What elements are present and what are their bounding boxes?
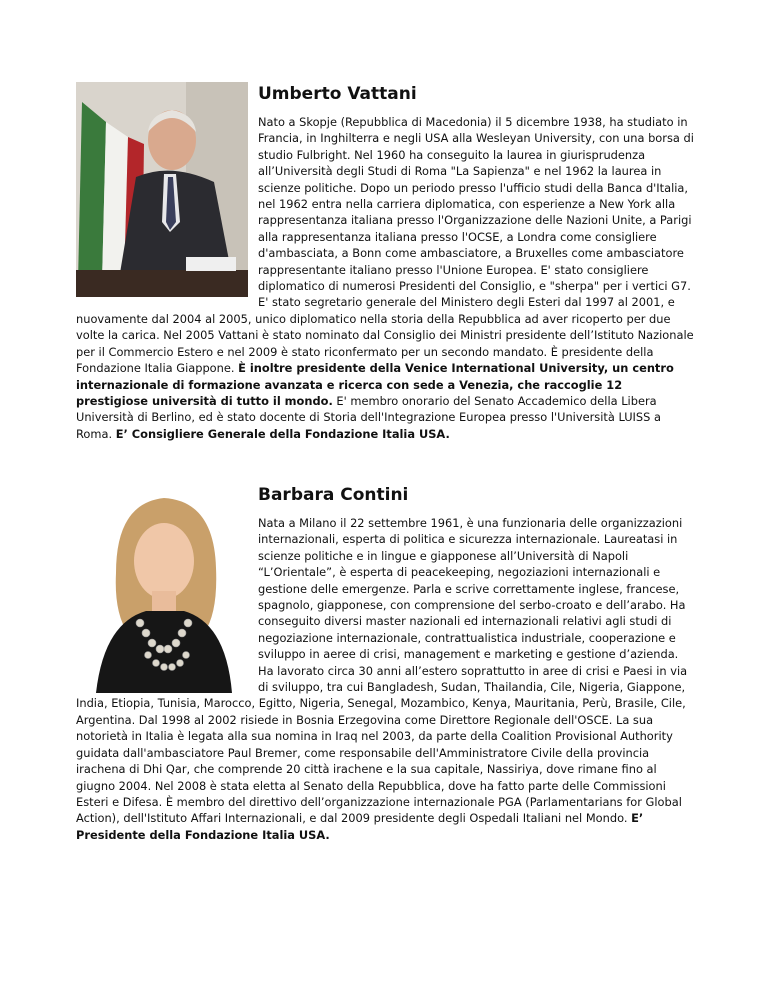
bio-bold-part: È inoltre presidente della Venice International University, un centro internazionale di formazione avanzata e ricerca con sede a Venezia, che raccoglie 12 prestigiose università di tutto il mondo. — [76, 361, 674, 408]
bio-bold-part: E’ Presidente della Fondazione Italia USA. — [76, 811, 644, 842]
bio-text-part: Nata a Milano il 22 settembre 1961, è una funzionaria delle organizzazioni internazionali, esperta di politica e sicurezza internazionale. Laureatasi in scienze politiche e in lingue e giapponese all’Università di Napoli “L’Orientale”, è esperta di peacekeeping, negoziazioni internazionali e gestione delle emergenze. Parla e scrive correttamente inglese, francese, spagnolo, giapponese, con comprensione del serbo-croato e dell’arabo. Ha conseguito diversi master nazionali ed internazionali relativi agli studi di negoziazione internazionale, contrattualistica industriale, cooperazione e sviluppo in aeree di crisi, management e marketing e gestione d’azienda. Ha lavorato circa 30 anni all’estero soprattutto in aree di crisi e Paesi in via di sviluppo, tra cui Bangladesh, Sudan, Thailandia, Cile, Nigeria, Giappone, India, Etiopia, Tunisia, Marocco, Egitto, Nigeria, Senegal, Mozambico, Kenya, Mauritania, Perù, Brasile, Cile, Argentina. Dal 1998 al 2002 risiede in Bosnia Erzegovina come Direttore Regionale dell'OSCE. La sua notorietà in Italia è legata alla sua nomina in Iraq nel 2003, da parte della Coalition Provisional Authority guidata dall'ambasciatore Paul Bremer, come responsabile dell'Amministratore Civile della provincia irachena di Dhi Qar, che comprende 20 città irachene e la sua capitale, Nassiriya, dove rimane fino al giugno 2004. Nel 2008 è stata eletta al Senato della Repubblica, dove ha fatto parte delle Commissioni Esteri e Difesa. È membro del direttivo dell’organizzazione internazionale PGA (Parlamentarians for Global Action), dell'Istituto Affari Internazionali, e dal 2009 presidente degli Ospedali Italiani nel Mondo. — [76, 516, 688, 826]
bio-umberto-vattani — [76, 82, 696, 442]
bio-barbara-contini — [76, 483, 696, 843]
bio-text-part: E' membro onorario del Senato Accademico della Libera Università di Berlino, ed è stato docente di Storia dell'Integrazione Europea presso l'Università LUISS a Roma. — [76, 393, 661, 441]
bio-bold-part: E’ Consigliere Generale della Fondazione Italia USA. — [115, 426, 450, 441]
portrait-umberto-vattani-icon — [76, 82, 248, 297]
person-name: Barbara Contini — [258, 485, 409, 505]
person-name: Umberto Vattani — [258, 84, 417, 104]
bio-text-part: Nato a Skopje (Repubblica di Macedonia) il 5 dicembre 1938, ha studiato in Francia, in Inghilterra e negli USA alla Wesleyan University, con una borsa di studio Fulbright. Nel 1960 ha conseguito la laurea in giurisprudenza all’Università degli Studi di Roma "La Sapienza" e nel 1962 la laurea in scienze politiche. Dopo un periodo presso l'ufficio studi della Banca d'Italia, nel 1962 entra nella carriera diplomatica, con esperienze a New York alla rappresentanza italiana presso l'Organizzazione delle Nazioni Unite, a Parigi alla rappresentanza italiana presso l'OCSE, a Londra come consigliere d'ambasciata, a Bonn come ambasciatore, a Bruxelles come ambasciatore rappresentante italiano presso l'Unione Europea. E' stato consigliere diplomatico di numerosi Presidenti del Consiglio, e "sherpa" per i vertici G7. E' stato segretario generale del Ministero degli Esteri dal 1997 al 2001, e nuovamente dal 2004 al 2005, unico diplomatico nella storia della Repubblica ad aver ricoperto per due volte la carica. Nel 2005 Vattani è stato nominato dal Consiglio dei Ministri presidente dell’Istituto Nazionale per il Commercio Estero e nel 2009 è stato riconfermato per un secondo mandato. È presidente della Fondazione Italia Giappone. — [76, 115, 694, 376]
portrait-barbara-contini-icon — [76, 483, 248, 693]
